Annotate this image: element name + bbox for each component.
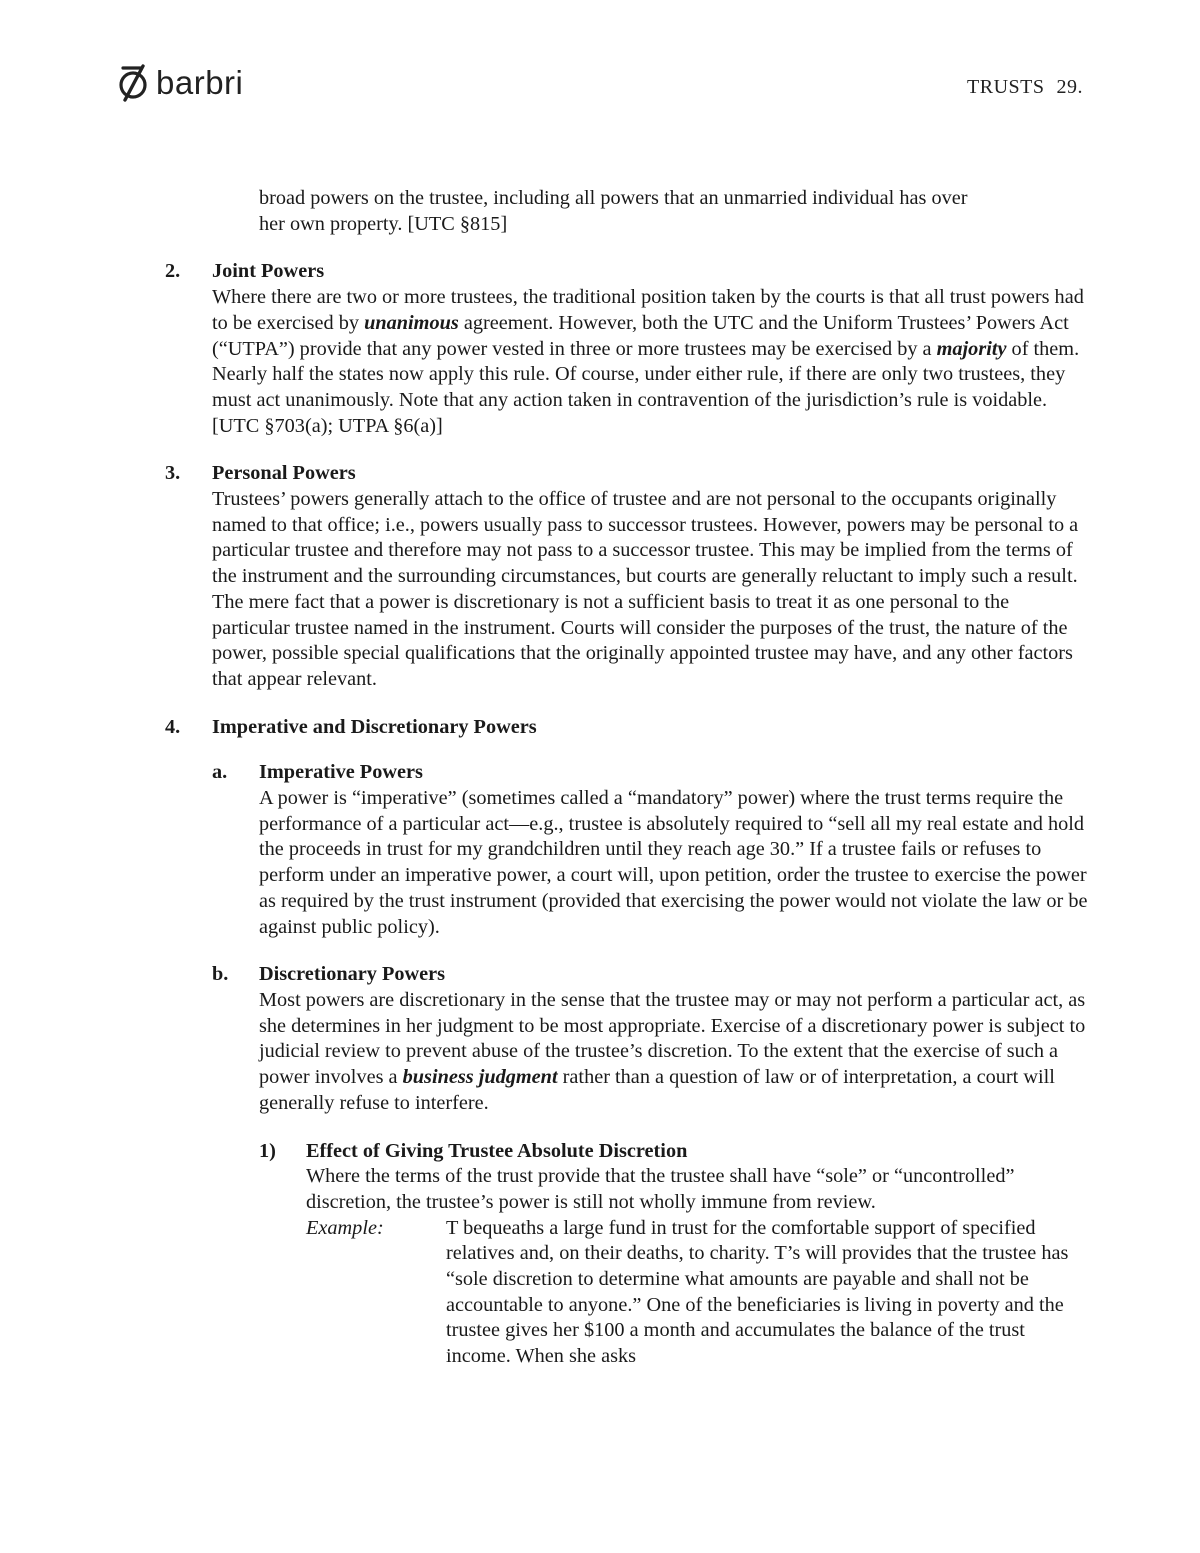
page-header [0,0,1200,120]
subsection-title: Discretionary Powers [259,963,446,986]
example-text: T bequeaths a large fund in trust for the comfortable support of specified relatives and, on their deaths, to charity. T’s will provides that the trustee has “sole discretion to determine what amounts are payable and shall not be accountable to anyone.” One of the beneficiaries is living in poverty and the trustee gives her $100 a month and accumulates the balance of the trust income. When she asks [446,1216,1069,1368]
section-title: Imperative and Discretionary Powers [212,715,537,738]
subsection-letter: a. [212,761,228,784]
item-absolute-discretion [259,1139,1086,1370]
subsection-title: Imperative Powers [259,761,423,784]
subsection-imperative-powers [212,760,1089,940]
barbri-logo-icon [116,62,152,102]
logo-text: barbri [156,63,244,101]
emphasis-unanimous: unanimous [364,311,459,334]
section-heading [165,259,1086,285]
section-title: Joint Powers [212,260,325,283]
section-imperative-discretionary [165,715,1086,741]
body-text: agreement. However, both the UTC and the Uniform Trustees’ Powers Act (“UTPA”) provide that any power vested in three or more trustees may be exercised by a [212,311,1069,360]
subsection-body: A power is “imperative” (sometimes called a “mandatory” power) where the trust terms require the performance of a particular act—e.g., trustee is absolutely required to “sell all my real estate and hold the proceeds in trust for my grandchildren until they reach age 30.” If a trustee fails or refuses to perform under an imperative power, a court will, upon petition, order the trustee to exercise the power as required by the trust instrument (provided that exercising the power would not violate the law or be against public policy). [259,787,1088,938]
example-label: Example: [306,1216,384,1239]
section-number: 3. [165,462,181,485]
continuation-line-2: her own property. [UTC §815] [259,212,508,235]
barbri-logo [116,62,243,102]
section-title: Personal Powers [212,462,356,485]
subsection-letter: b. [212,963,229,986]
subsection-heading [212,760,1089,786]
section-number: 4. [165,715,181,738]
section-heading [165,715,1086,741]
emphasis-majority: majority [936,337,1007,360]
continuation-paragraph [259,186,1089,237]
body-text: of them. Nearly half the states now apply this rule. Of course, under either rule, if there are only two trustees, they must act unanimously. Note that any action taken in contravention of the jurisdiction’s rule is voidable. [UTC §703(a); UTPA §6(a)] [212,337,1080,437]
section-number: 2. [165,260,181,283]
page-body [0,186,1200,1370]
section-personal-powers [165,461,1086,692]
subsection-discretionary-powers [212,962,1089,1116]
subsection-heading [212,962,1089,988]
item-number: 1) [259,1139,276,1162]
emphasis-business-judgment: business judgment [402,1066,558,1089]
section-heading [165,461,1086,487]
continuation-line-1: broad powers on the trustee, including all powers that an unmarried individual has over [259,187,968,209]
page-number: 29. [1056,76,1083,98]
item-body: Where the terms of the trust provide that the trustee shall have “sole” or “uncontrolled” discretion, the trustee’s power is still not wholly immune from review. [306,1165,1015,1213]
running-head [967,76,1083,99]
item-heading [259,1139,1086,1165]
subsection-body [259,988,1089,1117]
section-body: Trustees’ powers generally attach to the office of trustee and are not personal to the occupants originally named to that office; i.e., powers usually pass to successor trustees. However, powers may be personal to a particular trustee and therefore may not pass to a successor trustee. This may be implied from the terms of the instrument and the surrounding circumstances, but courts are generally reluctant to imply such a result. The mere fact that a power is discretionary is not a sufficient basis to treat it as one personal to the particular trustee named in the instrument. Courts will consider the purposes of the trust, the nature of the power, possible special qualifications that the originally appointed trustee may have, and any other factors that appear relevant. [212,488,1079,690]
section-body [212,285,1086,439]
body-text: Most powers are discretionary in the sense that the trustee may or may not perform a particular act, as she determines in her judgment to be most appropriate. Exercise of a discretionary power is subject to judicial review to prevent abuse of the trustee’s discretion. To the extent that the exercise of such a power involves a [259,988,1086,1089]
running-head-title: TRUSTS [967,76,1045,98]
item-title: Effect of Giving Trustee Absolute Discretion [306,1139,688,1162]
body-text: rather than a question of law or of interpretation, a court will generally refuse to interfere. [259,1066,1055,1114]
section-joint-powers [165,259,1086,439]
example-block [306,1216,1086,1370]
body-text: Where there are two or more trustees, the traditional position taken by the courts is that all trust powers had to be exercised by [212,286,1084,334]
